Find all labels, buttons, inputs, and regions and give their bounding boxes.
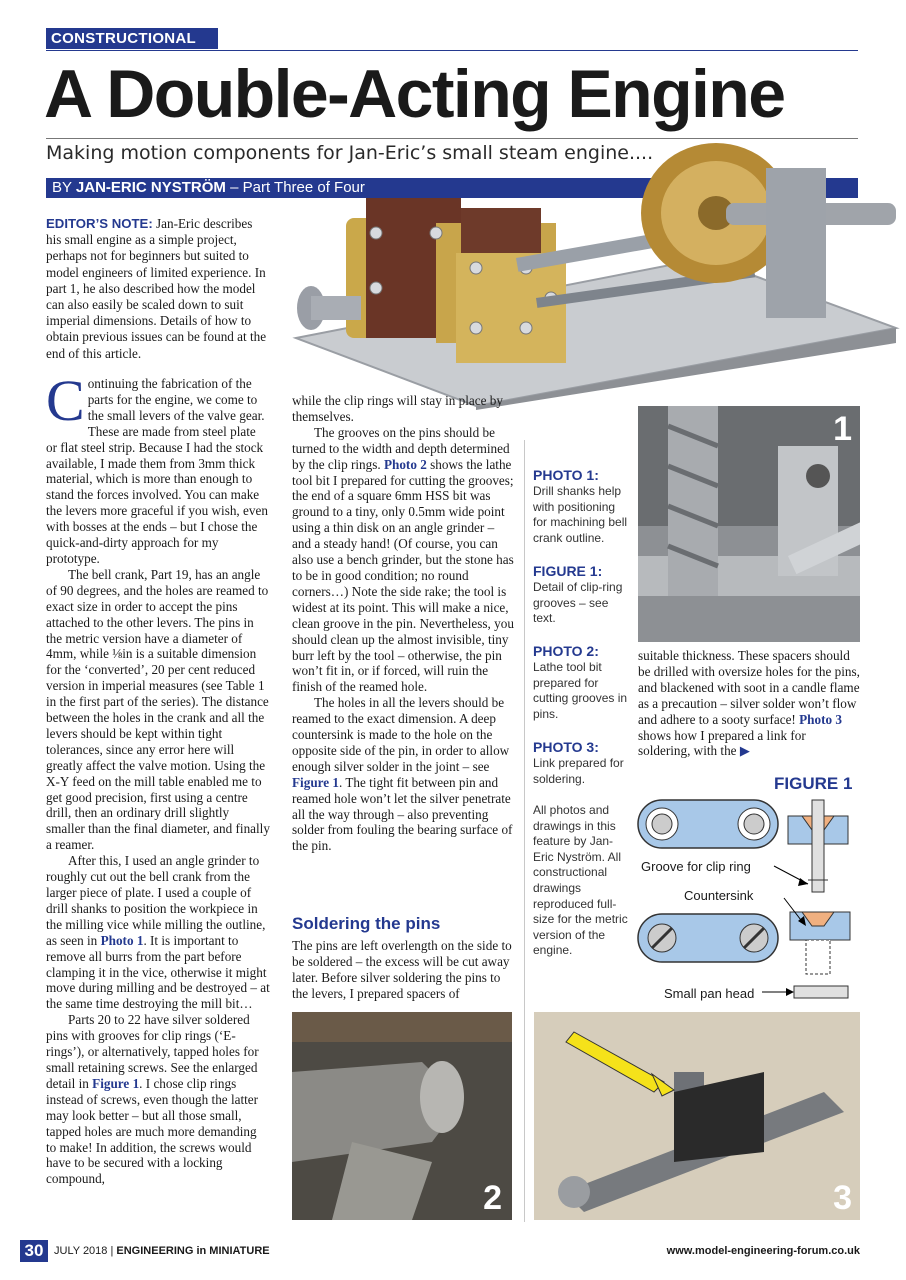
subheading: Soldering the pins xyxy=(292,914,441,933)
byline-part: – Part Three of Four xyxy=(230,179,365,196)
photo-2 xyxy=(292,1012,512,1220)
body-paragraph xyxy=(46,853,270,1012)
pin-section-bottom xyxy=(790,912,850,998)
page-number: 30 xyxy=(20,1240,48,1262)
figure-label-groove: Groove for clip ring xyxy=(641,859,751,874)
paragraph-text: . I chose clip rings instead of screws, even though the latter may look better – but all those small, tapped holes are much more demanding to make! In addition, the screws would have to be secured with a locking compound, xyxy=(46,1075,259,1187)
editors-note xyxy=(46,216,270,362)
hero-engine-photo xyxy=(286,138,906,410)
paragraph-text: suitable thickness. These spacers should be drilled with oversize holes for the pins, and blackened with soot in a candle flame as a precaution – silver solder won’t flow and adhere to a sooty surface! xyxy=(638,648,860,727)
paragraph-text: . It is important to remove all burrs from the part before clamping it in the vice, otherwise it might move during milling and be destroyed – at the same time destroying the mill bit… xyxy=(46,932,270,1012)
figure-reference[interactable]: Figure 1 xyxy=(92,1075,140,1091)
body-paragraph xyxy=(292,425,514,695)
article-headline: A Double-Acting Engine xyxy=(44,56,785,132)
caption-text: Link prepared for soldering. xyxy=(533,756,624,786)
body-paragraph xyxy=(46,368,270,567)
body-paragraph xyxy=(46,1012,270,1187)
caption-head: PHOTO 1: xyxy=(533,467,599,483)
caption-head: PHOTO 2: xyxy=(533,643,599,659)
article-subtitle: Making motion components for Jan-Eric’s small steam engine.... xyxy=(46,142,654,164)
photo-1-image xyxy=(638,406,860,642)
photo-number: 1 xyxy=(833,410,852,448)
photo-3 xyxy=(534,1012,860,1220)
body-paragraph xyxy=(638,648,860,759)
body-paragraph: while the clip rings will stay in place by themselves. xyxy=(292,393,503,424)
byline-prefix: BY xyxy=(52,179,72,196)
drop-cap: C xyxy=(46,368,85,433)
continue-arrow-icon: ▶ xyxy=(739,743,750,759)
paragraph-text: ontinuing the fabrication of the parts for the engine, we come to the small levers of the valve gear. These are made from steel plate or flat steel strip. Because I had the stock available, I made them from 3mm thick material, which is more than enough to stand the forces involved. You can make the levers more graceful if you wish, even with bosses at the ends – but I chose the quick-and-dirty approach for my prototype. xyxy=(46,376,268,566)
photo-3-image xyxy=(534,1012,860,1220)
paragraph-text: The holes in all the levers should be reamed to the exact dimension. A deep countersink is made to the hole on the opposite side of the pin, in order to allow enough silver solder in the joint – see xyxy=(292,695,510,774)
caption-photo-3 xyxy=(533,738,629,787)
figure-reference[interactable]: Figure 1 xyxy=(292,774,340,790)
figure-title: FIGURE 1 xyxy=(774,774,853,793)
caption-figure-1 xyxy=(533,562,629,627)
paragraph-text: After this, I used an angle grinder to roughly cut out the bell crank from the larger piece of plate. I used a couple of drill shanks to position the workpiece in the milling vice while milling the outline, as seen in xyxy=(46,853,266,948)
photo-reference[interactable]: Photo 3 xyxy=(799,711,842,727)
photo-credit: All photos and drawings in this feature by Jan-Eric Nyström. All constructional drawings reproduced full-size for the metric version of the engine. xyxy=(533,803,628,958)
editors-note-text: Jan-Eric describes his small engine as a simple project, perhaps not for beginners but suited to model engineers of limited experience. In part 1, he also described how the model can also easily be scaled down to suit imperial dimensions. Details of how to obtain previous issues can be found at the end of this article. xyxy=(46,216,267,361)
photo-2-image xyxy=(292,1012,512,1220)
footer-date: JULY 2018 xyxy=(54,1245,108,1257)
caption-photo-1 xyxy=(533,466,629,546)
paragraph-text: The grooves on the pins should be turned to the width and depth determined by the clip rings. xyxy=(292,424,510,472)
link-top-view xyxy=(638,800,778,848)
section-rule xyxy=(46,50,858,51)
body-column-1 xyxy=(46,368,270,1187)
editors-note-lead: EDITOR’S NOTE: xyxy=(46,216,153,231)
caption-photo-2 xyxy=(533,642,629,722)
body-column-3 xyxy=(638,648,860,759)
paragraph-text: shows how I prepared a link for soldering, with the xyxy=(638,727,806,759)
caption-text: Drill shanks help with positioning for machining bell crank outline. xyxy=(533,484,628,545)
photo-reference[interactable]: Photo 1 xyxy=(100,932,144,948)
figure-label-pan-head: Small pan head xyxy=(664,986,755,1001)
footer-separator: | xyxy=(110,1245,114,1257)
paragraph-text: . The tight fit between pin and reamed hole won’t let the silver penetrate all the way through – also preventing solder from fouling the bearing surface of the pin. xyxy=(292,774,513,854)
footer-url[interactable]: www.model-engineering-forum.co.uk xyxy=(666,1245,860,1257)
footer-magazine: ENGINEERING in MINIATURE xyxy=(116,1245,270,1257)
body-paragraph: The pins are left overlength on the side to be soldered – the excess will be cut away later. Before silver soldering the pins to the levers, I prepared spacers of xyxy=(292,938,512,1001)
figure-label-countersink: Countersink xyxy=(684,888,754,903)
photo-number: 3 xyxy=(833,1179,852,1217)
photo-reference[interactable]: Photo 2 xyxy=(383,456,427,472)
photo-1 xyxy=(638,406,860,642)
body-column-2-continued xyxy=(292,938,514,1002)
section-tag: CONSTRUCTIONAL xyxy=(46,28,218,49)
paragraph-text: shows the lathe tool bit I prepared for cutting the grooves; the end of a square 6mm HSS bit was ground to a tiny, only 0.5mm wide point using a thin disk on an angle grinder – and a steady hand! (Of course, you can also use a bench grinder, but the stone has to be in good condition; no round corners…) Note the side rake; the tool is widest at its point. This will make a nice, clean groove in the pin. Nevertheless, you should clean up the almost invisible, tiny burr left by the tool – otherwise, the pin won’t fit in, or if forced, will ruin the finish of the reamed hole. xyxy=(292,456,514,695)
byline-author: JAN-ERIC NYSTRÖM xyxy=(75,179,226,196)
link-bottom-view xyxy=(638,914,778,962)
body-paragraph: The bell crank, Part 19, has an angle of 90 degrees, and the holes are reamed to exact size in order to accept the pins attached to the other levers. The pins in the metric version have a diameter of 4mm, while ⅛in is a suitable dimension for the ‘converted’, 20 per cent reduced version in imperial measures (see Table 1 in the first part of the series). The distance between the holes in the crank and all the levers should be kept within tight tolerances, since any error here will greatly affect the valve motion. Using the X-Y feed on the mill table enabled me to get good precision, first using a centre drill, then an ordinary drill slightly smaller than the final diameter, and finally a reamer. xyxy=(46,566,270,853)
caption-text: Lathe tool bit prepared for cutting grooves in pins. xyxy=(533,660,628,721)
photo-number: 2 xyxy=(483,1179,502,1217)
footer-issue xyxy=(54,1245,270,1257)
body-paragraph xyxy=(292,695,514,854)
caption-text: Detail of clip-ring grooves – see text. xyxy=(533,580,623,626)
body-column-2 xyxy=(292,393,514,854)
column-divider xyxy=(524,440,525,1222)
caption-head: PHOTO 3: xyxy=(533,739,599,755)
paragraph-text: Parts 20 to 22 have silver soldered pins with grooves for clip rings (‘E-rings’), or alternatively, tapped holes for small retaining screws. See the enlarged detail in xyxy=(46,1012,259,1091)
caption-head: FIGURE 1: xyxy=(533,563,603,579)
